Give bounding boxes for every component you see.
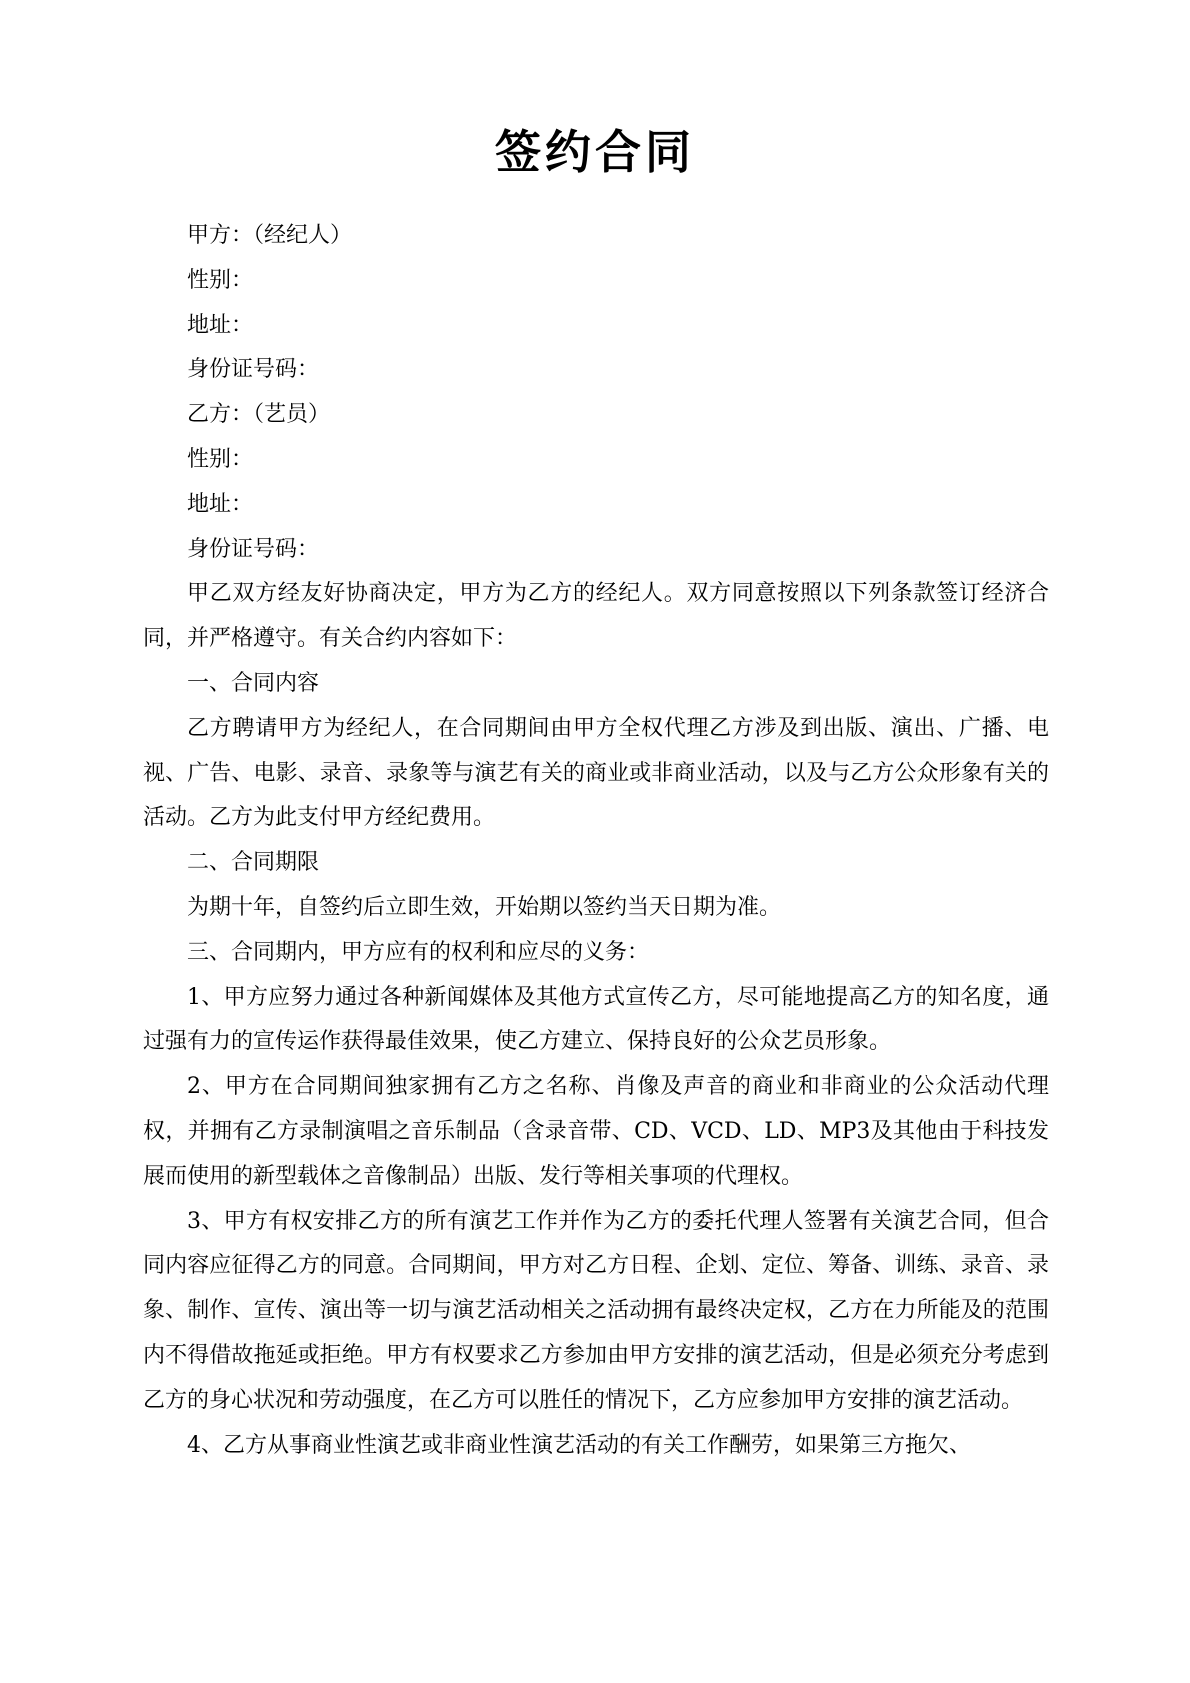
intro-paragraph: 甲乙双方经友好协商决定，甲方为乙方的经纪人。双方同意按照以下列条款签订经济合同，并严格遵守。有关合约内容如下： bbox=[143, 581, 1049, 652]
party-a-line: 甲方：（经纪人） bbox=[187, 223, 353, 248]
clause-1: 1、甲方应努力通过各种新闻媒体及其他方式宣传乙方，尽可能地提高乙方的知名度，通过强有力的宣传运作获得最佳效果，使乙方建立、保持良好的公众艺员形象。 bbox=[143, 984, 1049, 1055]
party-b-gender-line: 性别： bbox=[187, 446, 254, 472]
clause-2: 2、甲方在合同期间独家拥有乙方之名称、肖像及声音的商业和非商业的公众活动代理权，并拥有乙方录制演唱之音乐制品（含录音带、CD、VCD、LD、MP3及其他由于科技发展而使用的新型载体之音像制品）出版、发行等相关事项的代理权。 bbox=[143, 1074, 1049, 1189]
page-title: 签约合同 bbox=[495, 125, 695, 179]
clause-4: 4、乙方从事商业性演艺或非商业性演艺活动的有关工作酬劳，如果第三方拖欠、 bbox=[187, 1432, 971, 1458]
party-a-gender-line: 性别： bbox=[187, 267, 254, 293]
clause-3: 3、甲方有权安排乙方的所有演艺工作并作为乙方的委托代理人签署有关演艺合同，但合同内容应征得乙方的同意。合同期间，甲方对乙方日程、企划、定位、筹备、训练、录音、录象、制作、宣传、演出等一切与演艺活动相关之活动拥有最终决定权，乙方在力所能及的范围内不得借故拖延或拒绝。甲方有权要求乙方参加由甲方安排的演艺活动，但是必须充分考虑到乙方的身心状况和劳动强度，在乙方可以胜任的情况下，乙方应参加甲方安排的演艺活动。 bbox=[143, 1208, 1049, 1413]
section-heading-rights: 三、合同期内，甲方应有的权利和应尽的义务： bbox=[187, 939, 650, 965]
party-b-id-line: 身份证号码： bbox=[187, 536, 320, 562]
contract-body bbox=[143, 214, 1049, 1468]
section-heading-term: 二、合同期限 bbox=[187, 850, 320, 876]
party-b-address-line: 地址： bbox=[187, 491, 254, 517]
party-a-id-line: 身份证号码： bbox=[187, 357, 320, 383]
content-paragraph: 乙方聘请甲方为经纪人，在合同期间由甲方全权代理乙方涉及到出版、演出、广播、电视、广告、电影、录音、录象等与演艺有关的商业或非商业活动，以及与乙方公众形象有关的活动。乙方为此支付甲方经纪费用。 bbox=[143, 715, 1049, 831]
section-heading-content: 一、合同内容 bbox=[187, 670, 320, 696]
party-b-line: 乙方：（艺员） bbox=[187, 402, 331, 428]
term-paragraph: 为期十年，自签约后立即生效，开始期以签约当天日期为准。 bbox=[187, 894, 782, 920]
party-a-address-line: 地址： bbox=[187, 312, 254, 338]
